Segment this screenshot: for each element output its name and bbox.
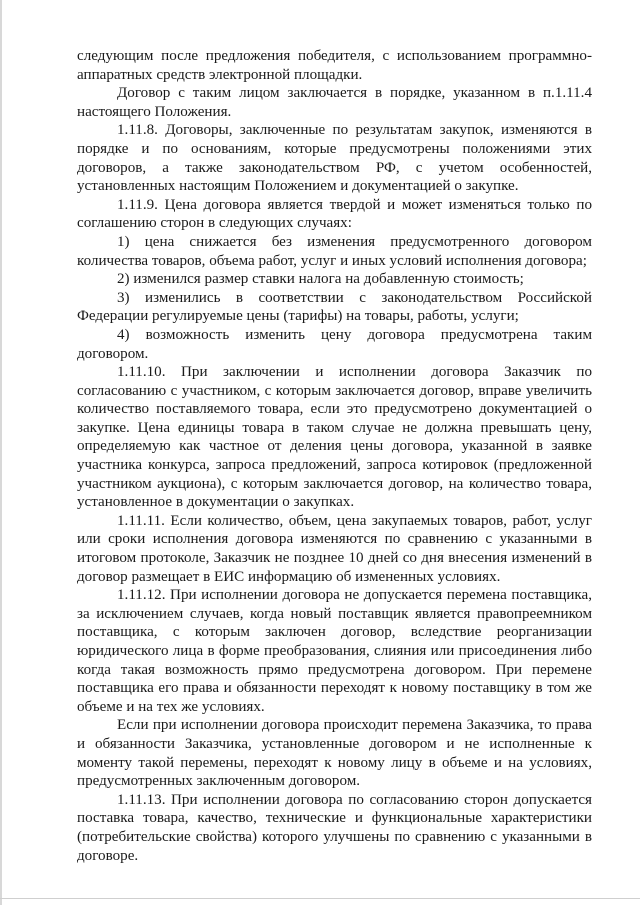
clause-1-11-8: 1.11.8. Договоры, заключенные по результатам закупок, изменяются в порядке и по основаниям, которые предусмотрены положениями этих договоров, а также законодательством РФ, с учетом особенностей, установленных настоящим Положением и документацией о закупке. <box>77 122 592 195</box>
clause-1-11-11: 1.11.11. Если количество, объем, цена закупаемых товаров, работ, услуг или сроки исполнения договора изменяются по сравнению с указанными в итоговом протоколе, Заказчик не позднее 10 дней со дня внесения изменений в договор размещает в ЕИС информацию об измененных условиях. <box>77 512 592 585</box>
paragraph-customer-change: Если при исполнении договора происходит перемена Заказчика, то права и обязанности Заказчика, установленные договором и не исполненные к моменту такой перемены, переходят к новому лицу в объеме и на условиях, предусмотренных заключенным договором. <box>77 717 592 790</box>
list-item-4: 4) возможность изменить цену договора предусмотрена таким договором. <box>77 326 592 362</box>
scan-edge-bottom <box>0 898 640 899</box>
document-body <box>77 47 592 865</box>
list-item-2: 2) изменился размер ставки налога на добавленную стоимость; <box>117 271 524 288</box>
clause-1-11-12: 1.11.12. При исполнении договора не допускается перемена поставщика, за исключением случаев, когда новый поставщик является правопреемником поставщика, с которым заключен договор, вследствие реорганизации юридического лица в форме преобразования, слияния или присоединения либо когда такая возможность прямо предусмотрена договором. При перемене поставщика его права и обязанности переходят к новому поставщику в том же объеме и на тех же условиях. <box>77 587 592 715</box>
clause-1-11-9: 1.11.9. Цена договора является твердой и может изменяться только по соглашению сторон в следующих случаях: <box>77 196 592 232</box>
list-item-1: 1) цена снижается без изменения предусмотренного договором количества товаров, объема работ, услуг и иных условий исполнения договора; <box>77 233 592 269</box>
list-item-3: 3) изменились в соответствии с законодательством Российской Федерации регулируемые цены (тарифы) на товары, работы, услуги; <box>77 289 592 325</box>
paragraph-2: Договор с таким лицом заключается в порядке, указанном в п.1.11.4 настоящего Положения. <box>77 85 592 120</box>
paragraph-1: следующим после предложения победителя, с использованием программно-аппаратных средств электронной площадки. <box>77 48 592 83</box>
clause-1-11-10: 1.11.10. При заключении и исполнении договора Заказчик по согласованию с участником, с которым заключается договор, вправе увеличить количество поставляемого товара, если это предусмотрено документацией о закупке. Цена единицы товара в таком случае не должна превышать цену, определяемую как частное от деления цены договора, указанной в заявке участника конкурса, запроса предложений, запроса котировок (предложенной участником аукциона), с которым заключается договор, на количество товара, установленное в документации о закупках. <box>77 364 592 511</box>
scan-edge-left <box>0 0 2 905</box>
clause-1-11-13: 1.11.13. При исполнении договора по согласованию сторон допускается поставка товара, качество, технические и функциональные характеристики (потребительские свойства) которого улучшены по сравнению с указанными в договоре. <box>77 791 592 864</box>
